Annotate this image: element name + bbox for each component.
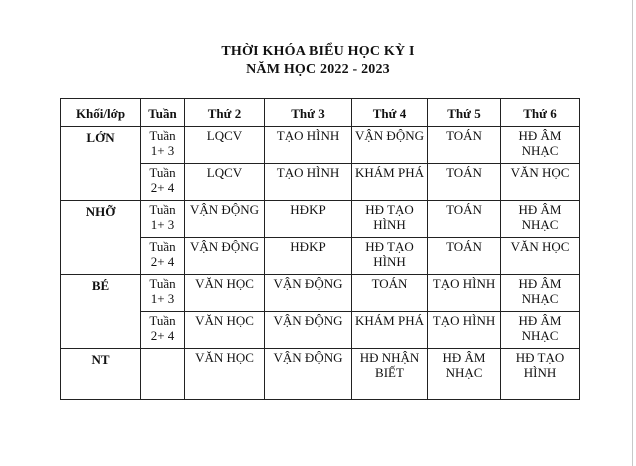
table-cell: KHÁM PHÁ	[352, 164, 428, 201]
table-cell: LQCV	[185, 164, 265, 201]
table-cell: TẠO HÌNH	[265, 164, 352, 201]
grade-cell-nho: NHỠ	[61, 201, 141, 275]
table-row	[61, 275, 580, 312]
table-cell: TOÁN	[428, 164, 501, 201]
week-cell: Tuần 1+ 3	[141, 127, 185, 164]
table-row	[61, 201, 580, 238]
header-wednesday: Thứ 4	[352, 99, 428, 127]
table-cell: TOÁN	[428, 201, 501, 238]
header-tuesday: Thứ 3	[265, 99, 352, 127]
header-week: Tuần	[141, 99, 185, 127]
table-cell: TẠO HÌNH	[428, 312, 501, 349]
week-cell: Tuần 1+ 3	[141, 201, 185, 238]
table-cell: TOÁN	[352, 275, 428, 312]
table-cell: HĐ ÂM NHẠC	[501, 275, 580, 312]
week-cell: Tuần 2+ 4	[141, 238, 185, 275]
grade-cell-lon: LỚN	[61, 127, 141, 201]
table-cell: VĂN HỌC	[185, 312, 265, 349]
table-cell: LQCV	[185, 127, 265, 164]
table-cell: KHÁM PHÁ	[352, 312, 428, 349]
table-cell: HĐKP	[265, 238, 352, 275]
week-cell: Tuần 2+ 4	[141, 164, 185, 201]
table-cell: HĐ ÂM NHẠC	[428, 349, 501, 400]
table-cell: VĂN HỌC	[501, 164, 580, 201]
table-cell: HĐ ÂM NHẠC	[501, 201, 580, 238]
table-cell: HĐKP	[265, 201, 352, 238]
table-cell: VẬN ĐỘNG	[265, 349, 352, 400]
table-cell: VẬN ĐỘNG	[265, 312, 352, 349]
table-cell: HĐ TẠO HÌNH	[501, 349, 580, 400]
document-title	[0, 43, 636, 79]
header-grade: Khối/lớp	[61, 99, 141, 127]
week-cell	[141, 349, 185, 400]
header-monday: Thứ 2	[185, 99, 265, 127]
grade-cell-be: BÉ	[61, 275, 141, 349]
table-cell: TOÁN	[428, 127, 501, 164]
table-row	[61, 127, 580, 164]
table-row	[61, 349, 580, 400]
table-cell: VẬN ĐỘNG	[265, 275, 352, 312]
header-row	[61, 99, 580, 127]
table-cell: VĂN HỌC	[185, 349, 265, 400]
table-cell: VĂN HỌC	[501, 238, 580, 275]
table-cell: HĐ TẠO HÌNH	[352, 238, 428, 275]
week-cell: Tuần 1+ 3	[141, 275, 185, 312]
table-cell: VĂN HỌC	[185, 275, 265, 312]
table-cell: TẠO HÌNH	[265, 127, 352, 164]
title-line-2: NĂM HỌC 2022 - 2023	[246, 62, 390, 77]
table-cell: VẬN ĐỘNG	[352, 127, 428, 164]
week-cell: Tuần 2+ 4	[141, 312, 185, 349]
title-line-1: THỜI KHÓA BIỂU HỌC KỲ I	[221, 44, 415, 59]
table-cell: HĐ ÂM NHẠC	[501, 312, 580, 349]
table-cell: HĐ ÂM NHẠC	[501, 127, 580, 164]
grade-cell-nt: NT	[61, 349, 141, 400]
table-cell: VẬN ĐỘNG	[185, 201, 265, 238]
table-cell: VẬN ĐỘNG	[185, 238, 265, 275]
header-thursday: Thứ 5	[428, 99, 501, 127]
table-cell: TẠO HÌNH	[428, 275, 501, 312]
table-cell: HĐ TẠO HÌNH	[352, 201, 428, 238]
header-friday: Thứ 6	[501, 99, 580, 127]
table-cell: TOÁN	[428, 238, 501, 275]
table-cell: HĐ NHẬN BIẾT	[352, 349, 428, 400]
schedule-table	[60, 98, 580, 400]
